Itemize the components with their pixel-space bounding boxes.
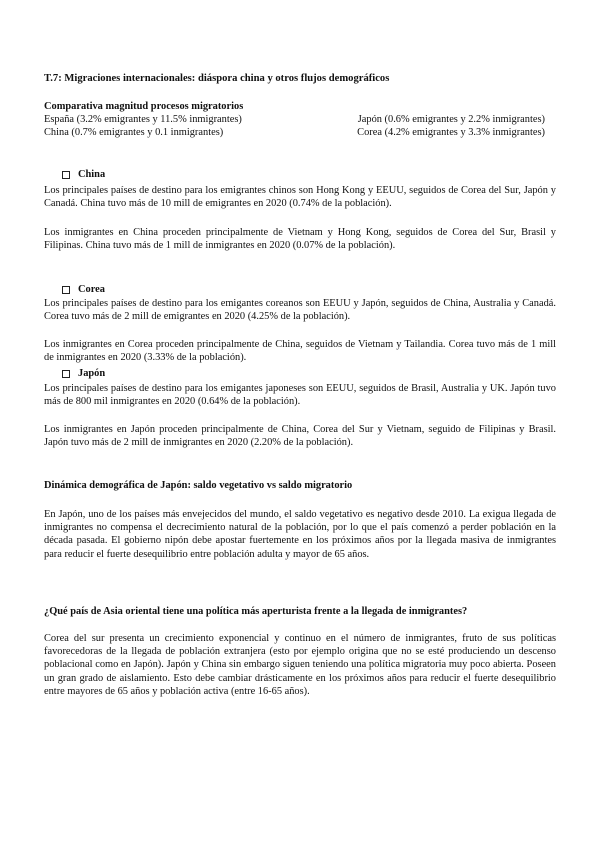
japon-heading xyxy=(62,367,105,380)
japon-immigration-text: Los inmigrantes en Japón proceden principalmente de China, Corea del Sur y Vietnam, seguido de Filipinas y Brasil. Japón tuvo más de 2 mill de inmigrantes en 2020 (2.20% de la población). xyxy=(44,424,556,449)
japon-label: Japón xyxy=(78,368,106,379)
corea-heading xyxy=(62,283,105,296)
pregunta-heading: ¿Qué país de Asia oriental tiene una política más aperturista frente a la llegada de inmigrantes? xyxy=(44,606,468,617)
comparativa-row xyxy=(44,126,556,139)
china-label: China xyxy=(78,169,106,180)
comparativa-espana: España (3.2% emigrantes y 11.5% inmigrantes) xyxy=(44,114,242,126)
checkbox-icon xyxy=(62,171,70,179)
comparativa-heading: Comparativa magnitud procesos migratorios xyxy=(44,101,244,112)
corea-label: Corea xyxy=(78,284,105,295)
comparativa-corea: Corea (4.2% emigrantes y 3.3% inmigrantes) xyxy=(357,127,545,139)
pregunta-text: Corea del sur presenta un crecimiento exponencial y continuo en el número de inmigrantes, fruto de sus políticas favorecedoras de la llegada de población extranjera (esto por ejemplo origina que no se esté produciendo un descenso poblacional como en Japón). Japón y China sin embargo siguen teniendo una política migratoria muy poco abierta. Poseen un gran grado de aislamiento. Esto debe cambiar drásticamente en los próximos años para reducir el fuerte desequilibrio entre mayores de 65 años y población activa (entre 16-65 años). xyxy=(44,633,556,697)
checkbox-icon xyxy=(62,370,70,378)
japon-emigration-text: Los principales países de destino para los emigantes japoneses son EEUU, seguidos de Brasil, Australia y UK. Japón tuvo más de 800 mil inmigrantes en 2020 (0.64% de la población). xyxy=(44,383,556,408)
dinamica-heading: Dinámica demográfica de Japón: saldo vegetativo vs saldo migratorio xyxy=(44,480,353,491)
corea-immigration-text: Los inmigrantes en Corea proceden principalmente de China, seguidos de Vietnam y Tailandia. Corea tuvo más de 1 mill de inmigrantes en 2020 (3.33% de la población). xyxy=(44,339,556,364)
china-heading xyxy=(62,168,105,181)
document-title: T.7: Migraciones internacionales: diáspora china y otros flujos demográficos xyxy=(44,73,390,84)
comparativa-section xyxy=(44,100,556,140)
corea-emigration-text: Los principales países de destino para los emigantes coreanos son EEUU y Japón, seguidos de China, Australia y Canadá. Corea tuvo más de 2 mill de emigrantes en 2020 (4.25% de la población). xyxy=(44,298,556,323)
checkbox-icon xyxy=(62,286,70,294)
comparativa-china: China (0.7% emigrantes y 0.1 inmigrantes) xyxy=(44,127,224,139)
china-emigration-text: Los principales países de destino para los emigrantes chinos son Hong Kong y EEUU, seguidos de Corea del Sur, Japón y Canadá. China tuvo más de 10 mill de emigrantes en 2020 (0.74% de la población). xyxy=(44,185,556,210)
china-immigration-text: Los inmigrantes en China proceden principalmente de Vietnam y Hong Kong, seguidos de Corea del Sur, Brasil y Filipinas. China tuvo más de 1 mill de inmigrantes en 2020 (0.07% de la población). xyxy=(44,227,556,252)
dinamica-text: En Japón, uno de los países más envejecidos del mundo, el saldo vegetativo es negativo desde 2010. La exigua llegada de inmigrantes no compensa el decrecimiento natural de la población, por lo que el país comenzó a perder población en la década pasada. El gobierno nipón debe apostar fuertemente en los próximos años por la llegada masiva de inmigrantes para reducir el fuerte desequilibrio entre población adulta y mayor de 65 años. xyxy=(44,509,556,560)
comparativa-japon: Japón (0.6% emigrantes y 2.2% inmigrantes) xyxy=(357,114,545,126)
comparativa-row xyxy=(44,113,556,126)
